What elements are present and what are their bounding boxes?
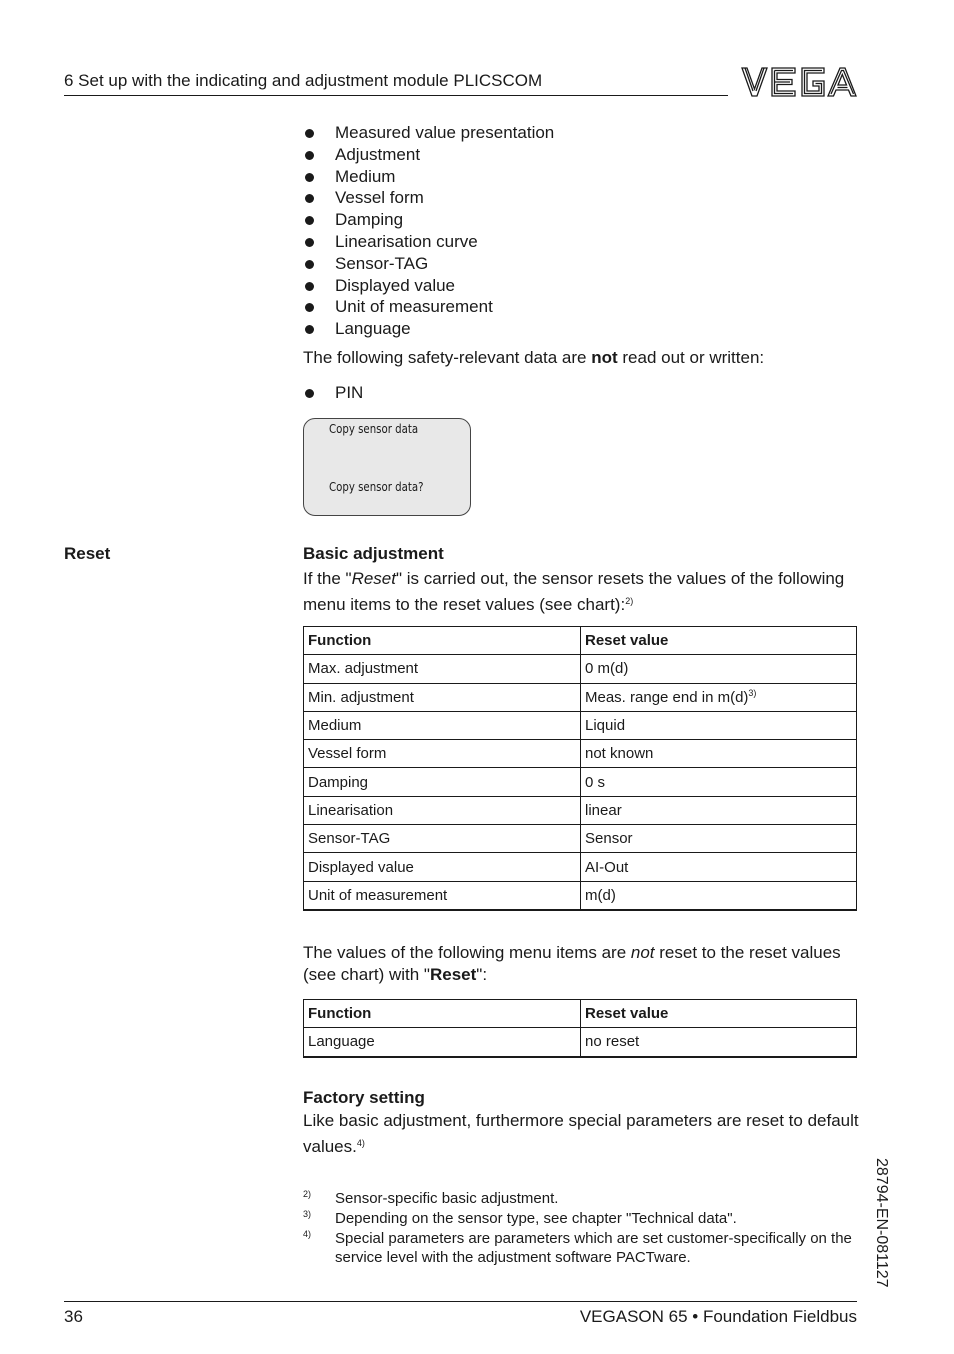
- cell-function: Min. adjustment: [304, 683, 581, 711]
- cell-function: Max. adjustment: [304, 655, 581, 683]
- cell-function: Unit of measurement: [304, 881, 581, 910]
- not-reset-table: [303, 999, 857, 1058]
- column-header-reset-value: Reset value: [581, 627, 857, 655]
- header-rule: [64, 95, 728, 96]
- cell-function: Displayed value: [304, 853, 581, 881]
- cell-reset-value: not known: [581, 740, 857, 768]
- list-item: Vessel form: [303, 187, 554, 209]
- bullet-icon: [305, 194, 314, 203]
- bullet-icon: [305, 238, 314, 247]
- column-header-reset-value: Reset value: [581, 1000, 857, 1028]
- not-reset-intro: The values of the following menu items are not reset to the reset values (see chart) with "Reset":: [303, 943, 841, 984]
- list-item: Language: [303, 318, 554, 340]
- reset-values-table: [303, 626, 857, 911]
- cell-reset-value: Sensor: [581, 825, 857, 853]
- bullet-icon: [305, 325, 314, 334]
- display-screen: [303, 418, 471, 516]
- cell-reset-value: 0 m(d): [581, 655, 857, 683]
- table-row: [304, 740, 857, 768]
- cell-reset-value: Liquid: [581, 711, 857, 739]
- footnote: 4) Special parameters are parameters which are set customer-specifically on the service level with the adjustment software PACTware.: [303, 1229, 852, 1266]
- footer-product-title: VEGASON 65 • Foundation Fieldbus: [579, 1307, 857, 1326]
- safety-sentence: The following safety-relevant data are not read out or written:: [303, 348, 765, 367]
- cell-function: Sensor-TAG: [304, 825, 581, 853]
- footnote: 2) Sensor-specific basic adjustment.: [303, 1189, 559, 1207]
- list-item: Adjustment: [303, 144, 554, 166]
- table-row: [304, 825, 857, 853]
- list-item: Measured value presentation: [303, 122, 554, 144]
- list-item: Damping: [303, 209, 554, 231]
- cell-function: Medium: [304, 711, 581, 739]
- bullet-icon: [305, 260, 314, 269]
- bullet-icon: [305, 282, 314, 291]
- list-item: Medium: [303, 166, 554, 188]
- list-item: PIN: [303, 382, 363, 404]
- table-header-row: [304, 1000, 857, 1028]
- bullet-icon: [305, 216, 314, 225]
- footer-rule: [64, 1301, 857, 1302]
- table-row: [304, 796, 857, 824]
- table-row: [304, 881, 857, 910]
- cell-reset-value: Meas. range end in $m(d)^{3)}$: [581, 683, 857, 711]
- column-header-function: Function: [304, 1000, 581, 1028]
- section-heading-basic-adjustment: Basic adjustment: [303, 544, 444, 563]
- table-header-row: [304, 627, 857, 655]
- cell-reset-value: 0 s: [581, 768, 857, 796]
- section-heading-factory-setting: Factory setting: [303, 1088, 425, 1107]
- cell-function: Damping: [304, 768, 581, 796]
- cell-reset-value: linear: [581, 796, 857, 824]
- list-item: Sensor-TAG: [303, 253, 554, 275]
- table-row: [304, 853, 857, 881]
- footnote-ref: 3): [748, 688, 757, 699]
- display-prompt: Copy sensor data?: [329, 480, 424, 494]
- chapter-heading: 6 Set up with the indicating and adjustment module PLICSCOM: [64, 71, 543, 90]
- reset-intro: If the "Reset" is carried out, the sensor resets the values of the following menu items to the reset values (see chart):$^{2)}$: [303, 569, 845, 614]
- list-item: Linearisation curve: [303, 231, 554, 253]
- display-menu-title: Copy sensor data: [329, 422, 419, 436]
- factory-text: Like basic adjustment, furthermore special parameters are reset to default values.$^{4)}$: [303, 1111, 859, 1156]
- table-row: [304, 1028, 857, 1057]
- copied-items-list: [303, 122, 554, 340]
- page-number: 36: [64, 1307, 83, 1326]
- document-id: 28794-EN-081127: [873, 1158, 890, 1288]
- bullet-icon: [305, 173, 314, 182]
- cell-function: Vessel form: [304, 740, 581, 768]
- side-label-reset: Reset: [64, 544, 111, 563]
- footnote: 3) Depending on the sensor type, see chapter "Technical data".: [303, 1209, 737, 1227]
- table-row: [304, 683, 857, 711]
- bullet-icon: [305, 303, 314, 312]
- table-row: [304, 768, 857, 796]
- vega-logo: [740, 64, 858, 100]
- bullet-icon: [305, 389, 314, 398]
- list-item: Unit of measurement: [303, 296, 554, 318]
- table-row: [304, 655, 857, 683]
- cell-function: Language: [304, 1028, 581, 1057]
- cell-reset-value: AI-Out: [581, 853, 857, 881]
- cell-function: Linearisation: [304, 796, 581, 824]
- list-item: Displayed value: [303, 275, 554, 297]
- bullet-icon: [305, 151, 314, 160]
- cell-reset-value: no reset: [581, 1028, 857, 1057]
- cell-reset-value: m(d): [581, 881, 857, 910]
- not-copied-list: [303, 382, 363, 404]
- column-header-function: Function: [304, 627, 581, 655]
- table-row: [304, 711, 857, 739]
- bullet-icon: [305, 129, 314, 138]
